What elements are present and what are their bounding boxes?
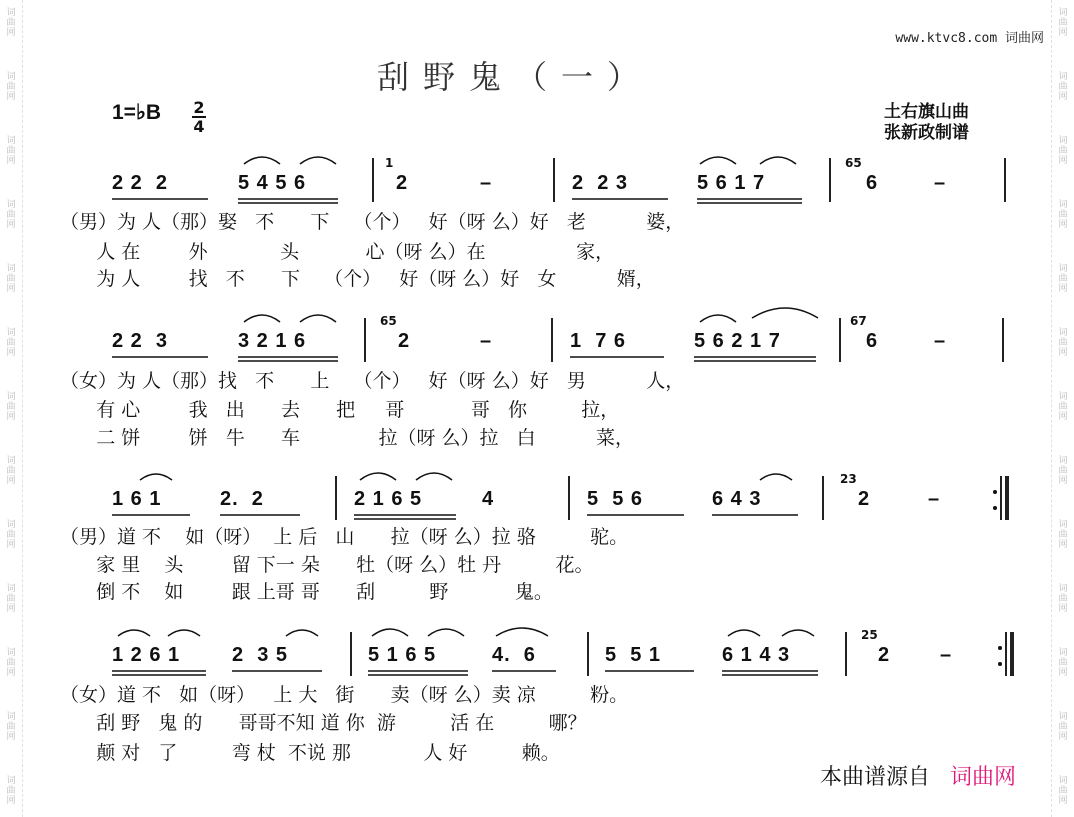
notes-group: 4. 6 <box>492 644 536 666</box>
notes-group: 3 2 1 6 <box>238 330 307 352</box>
watermark-text: 词 曲 网 <box>6 520 16 550</box>
slur <box>428 629 464 636</box>
slur <box>760 157 796 164</box>
watermark-text: 词 曲 网 <box>1058 72 1068 102</box>
notes-group: 2 2 3 <box>572 172 629 194</box>
watermark-text: 词 曲 网 <box>6 328 16 358</box>
slur <box>728 630 760 636</box>
notes-group: 2 2 3 <box>112 330 169 352</box>
notes-group: 2 1 6 5 <box>354 488 423 510</box>
site-url[interactable]: www.ktvc8.com 词曲网 <box>895 31 1044 46</box>
watermark-text: 词 曲 网 <box>1058 584 1068 614</box>
notes-group: 1 6 1 <box>112 488 162 510</box>
watermark-text: 词 曲 网 <box>6 136 16 166</box>
source-prefix: 本曲谱源自 <box>820 765 931 790</box>
slur <box>168 630 200 636</box>
source-site-link[interactable]: 词曲网 <box>950 765 1017 790</box>
lyric-line: （女）道 不 如（呀） 上 大 街 卖（呀 么）卖 凉 粉。 <box>60 684 629 706</box>
key-text: 1=♭B <box>112 101 162 124</box>
source-credit <box>820 760 1016 791</box>
watermark-text: 词 曲 网 <box>6 712 16 742</box>
watermark-text: 词 曲 网 <box>1058 8 1068 38</box>
grace-note: 65 <box>845 156 862 170</box>
watermark-text: 词 曲 网 <box>1058 328 1068 358</box>
notes-group: – <box>480 330 493 352</box>
notes-group: 6 4 3 <box>712 488 762 510</box>
slur <box>752 308 818 318</box>
slur <box>244 315 280 322</box>
watermark-text: 词 曲 网 <box>1058 648 1068 678</box>
notes-group: – <box>940 644 953 666</box>
watermark-text: 词 曲 网 <box>1058 776 1068 806</box>
grace-note: 25 <box>861 628 878 642</box>
meter-bottom: 4 <box>193 117 205 136</box>
notes-group: 2 <box>878 644 891 666</box>
beam-lines <box>112 199 818 675</box>
notes-group: – <box>480 172 493 194</box>
watermark-text: 词 曲 网 <box>1058 264 1068 294</box>
watermark-text: 词 曲 网 <box>6 392 16 422</box>
grace-note: 67 <box>850 314 867 328</box>
watermark-text: 词 曲 网 <box>6 200 16 230</box>
slur <box>496 628 548 636</box>
notes-group: 5 5 1 <box>605 644 662 666</box>
slur <box>700 157 736 164</box>
slur <box>244 157 280 164</box>
credit-transcriber: 张新政制谱 <box>884 123 969 143</box>
watermark-text: 词 曲 网 <box>1058 456 1068 486</box>
watermark-text: 词 曲 网 <box>6 456 16 486</box>
slur <box>700 315 736 322</box>
watermark-text: 词 曲 网 <box>1058 392 1068 422</box>
lyric-line: 人 在 外 头 心（呀 么）在 家， <box>60 241 615 263</box>
lyric-line: （男）道 不 如（呀） 上 后 山 拉（呀 么）拉 骆 驼。 <box>60 526 629 548</box>
watermark-text: 词 曲 网 <box>6 584 16 614</box>
grace-note: 65 <box>380 314 397 328</box>
grace-note: 1 <box>385 156 394 170</box>
page-title: 刮野鬼（一） <box>376 58 653 96</box>
slur <box>118 630 150 636</box>
lyric-line: 刮 野 鬼 的 哥哥不知 道 你 游 活 在 哪？ <box>60 712 587 734</box>
lyric-line: 倒 不 如 跟 上哥 哥 刮 野 鬼。 <box>60 581 553 603</box>
lyric-line: 颠 对 了 弯 杖 不说 那 人 好 赖。 <box>60 742 560 764</box>
credit-origin: 土右旗山曲 <box>884 102 969 122</box>
meter-top: 2 <box>193 98 205 117</box>
notes-group: 5 4 5 6 <box>238 172 307 194</box>
slur <box>360 473 396 480</box>
watermark-text: 词 曲 网 <box>1058 520 1068 550</box>
watermark-text: 词 曲 网 <box>6 776 16 806</box>
lyric-line: 有 心 我 出 去 把 哥 哥 你 拉， <box>60 399 620 421</box>
notes-group: 6 <box>866 172 879 194</box>
watermark-text: 词 曲 网 <box>1058 136 1068 166</box>
notes-group: 2 <box>398 330 411 352</box>
grace-note: 23 <box>840 472 857 486</box>
lyric-line: 二 饼 饼 牛 车 拉（呀 么）拉 白 菜， <box>60 427 635 449</box>
notes-group: 5 5 6 <box>587 488 644 510</box>
notes-group: 5 1 6 5 <box>368 644 437 666</box>
slur <box>286 630 318 636</box>
notes-group: 4 <box>482 488 495 510</box>
notes-group: – <box>934 172 947 194</box>
slur <box>140 474 172 480</box>
slur <box>760 474 792 480</box>
notes-group: 5 6 1 7 <box>697 172 766 194</box>
notes-group: 1 7 6 <box>570 330 627 352</box>
slur <box>300 315 336 322</box>
lyric-line: 为 人 找 不 下 （个） 好（呀 么）好 女 婿， <box>60 268 655 290</box>
watermark-text: 词 曲 网 <box>1058 200 1068 230</box>
slur <box>300 157 336 164</box>
notes-group: 2. 2 <box>220 488 264 510</box>
notes-group: – <box>934 330 947 352</box>
notes-group: 1 2 6 1 <box>112 644 181 666</box>
slur <box>416 473 452 480</box>
notes-group: 2 2 2 <box>112 172 169 194</box>
watermark-text: 词 曲 网 <box>6 72 16 102</box>
watermark-text: 词 曲 网 <box>6 8 16 38</box>
watermark-text: 词 曲 网 <box>6 264 16 294</box>
notes-group: 2 <box>858 488 871 510</box>
watermark-text: 词 曲 网 <box>6 648 16 678</box>
lyric-line: 家 里 头 留 下一 朵 牡（呀 么）牡 丹 花。 <box>60 554 594 576</box>
slur <box>782 630 814 636</box>
lyric-line: （女）为 人（那）找 不 上 （个） 好（呀 么）好 男 人， <box>60 370 685 392</box>
slur <box>372 629 408 636</box>
notes-group: – <box>928 488 941 510</box>
lyric-line: （男）为 人（那）娶 不 下 （个） 好（呀 么）好 老 婆， <box>60 211 685 233</box>
watermark-text: 词 曲 网 <box>1058 712 1068 742</box>
notes-group: 6 <box>866 330 879 352</box>
notes-group: 6 1 4 3 <box>722 644 791 666</box>
notes-group: 2 3 5 <box>232 644 289 666</box>
notes-group: 2 <box>396 172 409 194</box>
notes-group: 5 6 2 1 7 <box>694 330 781 352</box>
